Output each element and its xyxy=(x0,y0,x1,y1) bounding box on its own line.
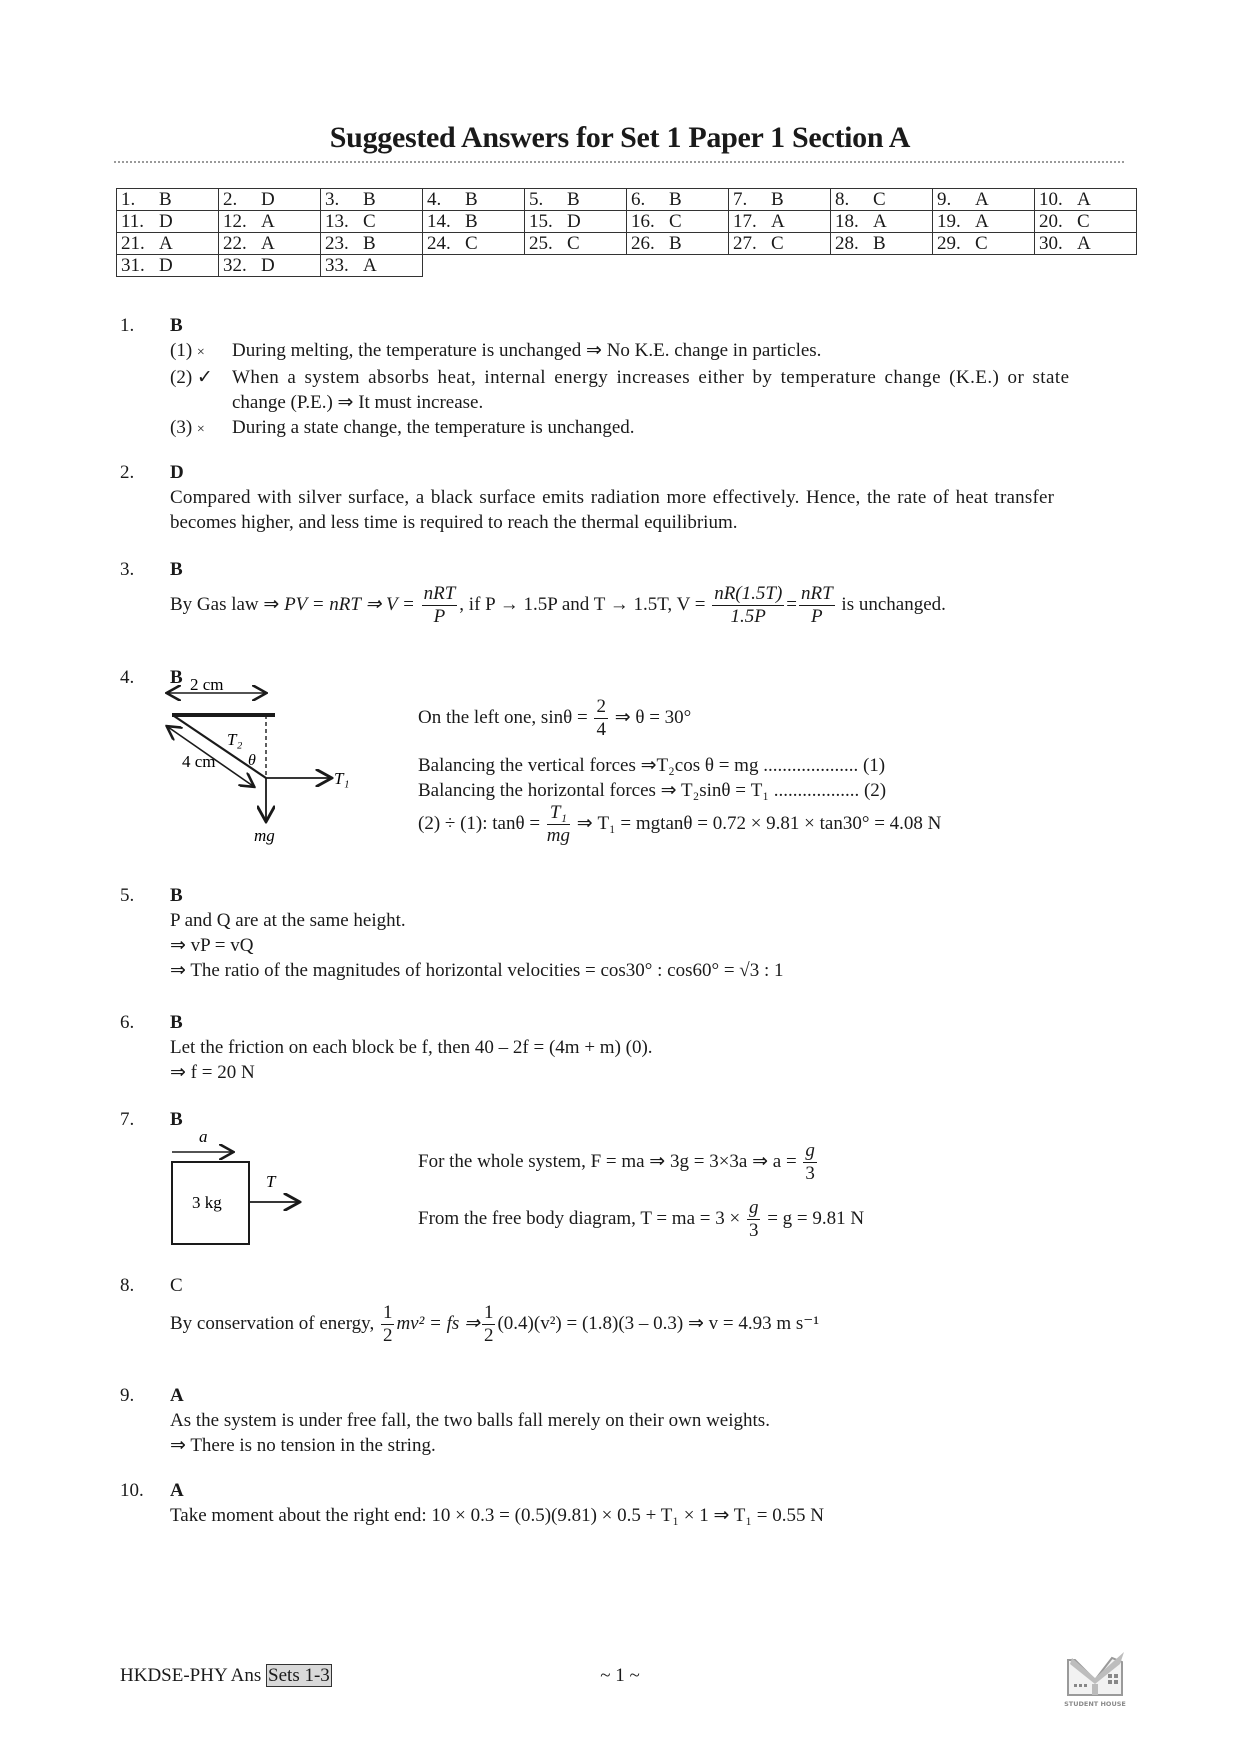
denominator: 3 xyxy=(748,1220,759,1241)
answer-cell xyxy=(321,233,423,255)
question-1 xyxy=(120,313,1130,438)
answer-cell xyxy=(117,189,219,211)
answer-number: 1. xyxy=(121,188,136,210)
answer-number: 16. xyxy=(631,210,655,232)
answer-letter: C xyxy=(873,188,886,210)
denominator: mg xyxy=(546,825,571,846)
answer-letter: B xyxy=(363,232,376,254)
fraction xyxy=(422,583,458,628)
answer-number: 30. xyxy=(1039,232,1063,254)
equation-text: is unchanged. xyxy=(836,593,946,615)
answer-number: 2. xyxy=(223,188,238,210)
question-answer: B xyxy=(170,559,183,580)
numerator: g xyxy=(805,1140,815,1161)
answer-letter: A xyxy=(261,210,275,232)
denominator: 4 xyxy=(596,719,606,740)
statement-label: (3) xyxy=(170,417,193,438)
question-number: 4. xyxy=(120,667,135,688)
equation-text: = xyxy=(786,593,797,615)
answer-number: 33. xyxy=(325,254,349,276)
question-number: 9. xyxy=(120,1385,135,1406)
explanation-line: ⇒ f = 20 N xyxy=(170,1062,255,1083)
numerator: 1 xyxy=(483,1302,494,1323)
answer-number: 25. xyxy=(529,232,553,254)
empty-cell xyxy=(933,255,1035,277)
statement-label: (1) xyxy=(170,340,193,361)
label-a: a xyxy=(199,1127,208,1146)
answer-cell xyxy=(729,211,831,233)
explanation-line: ⇒ vP = vQ xyxy=(170,935,254,956)
question-9 xyxy=(120,1383,1130,1463)
empty-cell xyxy=(831,255,933,277)
statement-continuation: change (P.E.) ⇒ It must increase. xyxy=(232,392,484,413)
numerator: g xyxy=(748,1197,759,1218)
answer-cell xyxy=(933,189,1035,211)
answer-row xyxy=(117,233,1137,255)
question-answer: B xyxy=(170,315,183,336)
equation-text: (2) ÷ (1): tanθ = xyxy=(418,812,541,834)
equation-text: , if P → 1.5P and T → 1.5T, V = xyxy=(459,593,706,615)
answer-cell xyxy=(831,211,933,233)
answer-number: 13. xyxy=(325,210,349,232)
equation-text: ⇒ θ = 30° xyxy=(614,706,692,728)
answer-cell xyxy=(219,189,321,211)
student-house-logo-icon xyxy=(1060,1650,1130,1710)
answer-number: 17. xyxy=(733,210,757,232)
label-theta: θ xyxy=(248,752,256,769)
answer-row xyxy=(117,189,1137,211)
label-mass: 3 kg xyxy=(192,1193,222,1212)
fraction xyxy=(799,583,835,628)
answer-number: 14. xyxy=(427,210,451,232)
question-answer: D xyxy=(170,462,184,483)
answer-letter: D xyxy=(159,254,173,276)
answer-letter: C xyxy=(363,210,376,232)
explanation-line: Take moment about the right end: 10 × 0.3 = (0.5)(9.81) × 0.5 + T₁ × 1 ⇒ T₁ = 0.55 N xyxy=(170,1505,824,1526)
answer-number: 3. xyxy=(325,188,340,210)
answer-letter: A xyxy=(261,232,275,254)
answer-letter: D xyxy=(261,188,275,210)
answer-letter: C xyxy=(465,232,478,254)
answer-cell xyxy=(117,255,219,277)
fraction xyxy=(594,696,608,741)
answer-number: 11. xyxy=(121,210,145,232)
footer-sets-box: Sets 1-3 xyxy=(268,1665,330,1686)
empty-cell xyxy=(729,255,831,277)
question-answer: C xyxy=(170,1275,183,1296)
answer-cell xyxy=(423,189,525,211)
equation-text: PV = nRT ⇒ V = xyxy=(284,593,415,615)
answer-letter: B xyxy=(669,188,682,210)
equation-text: By Gas law ⇒ xyxy=(170,593,285,615)
explanation-line: becomes higher, and less time is required to reach the thermal equilibrium. xyxy=(170,512,738,533)
question-3 xyxy=(120,557,1130,637)
equation-text: = g = 9.81 N xyxy=(767,1207,865,1229)
cross-icon: × xyxy=(196,422,205,437)
numerator: nR(1.5T) xyxy=(714,583,783,604)
label-4cm: 4 cm xyxy=(182,752,216,771)
fraction xyxy=(547,802,570,847)
statement-label: (2) xyxy=(170,367,193,388)
denominator: P xyxy=(811,606,823,627)
answer-letter: D xyxy=(261,254,275,276)
answer-number: 7. xyxy=(733,188,748,210)
answer-letter: A xyxy=(975,188,989,210)
answer-number: 32. xyxy=(223,254,247,276)
numerator: T₁ xyxy=(547,802,570,825)
answer-number: 8. xyxy=(835,188,850,210)
answer-letter: A xyxy=(1077,232,1091,254)
answer-cell xyxy=(627,211,729,233)
page-title: Suggested Answers for Set 1 Paper 1 Section A xyxy=(329,121,911,154)
answer-cell xyxy=(933,211,1035,233)
question-5 xyxy=(120,883,1130,993)
equation-text: By conservation of energy, xyxy=(170,1312,379,1334)
explanation-line: ⇒ There is no tension in the string. xyxy=(170,1435,436,1456)
question-10 xyxy=(120,1478,1130,1538)
question-answer: B xyxy=(170,885,183,906)
answer-letter: D xyxy=(159,210,173,232)
answer-number: 6. xyxy=(631,188,646,210)
question-number: 3. xyxy=(120,559,135,580)
answer-letter: A xyxy=(975,210,989,232)
answer-cell xyxy=(423,233,525,255)
label-t1: T₁ xyxy=(334,769,350,788)
answer-letter: A xyxy=(1077,188,1091,210)
question-2 xyxy=(120,460,1130,540)
explanation-line: As the system is under free fall, the two balls fall merely on their own weights. xyxy=(170,1410,770,1431)
answer-number: 27. xyxy=(733,232,757,254)
answer-cell xyxy=(627,233,729,255)
label-t2: T₂ xyxy=(227,730,243,749)
answer-cell xyxy=(831,233,933,255)
equation-text: mv² = fs ⇒ xyxy=(396,1312,480,1334)
question-number: 10. xyxy=(120,1480,144,1501)
statement-text: During melting, the temperature is unchanged ⇒ No K.E. change in particles. xyxy=(232,340,822,361)
answer-number: 18. xyxy=(835,210,859,232)
answer-number: 26. xyxy=(631,232,655,254)
answer-cell xyxy=(321,255,423,277)
answer-letter: B xyxy=(363,188,376,210)
answer-letter: C xyxy=(567,232,580,254)
fraction xyxy=(712,583,784,628)
numerator: 2 xyxy=(596,696,606,717)
answer-number: 19. xyxy=(937,210,961,232)
question-8 xyxy=(120,1273,1130,1353)
answer-letter: C xyxy=(1077,210,1090,232)
answer-cell xyxy=(525,189,627,211)
answer-number: 28. xyxy=(835,232,859,254)
answer-number: 22. xyxy=(223,232,247,254)
question-number: 8. xyxy=(120,1275,135,1296)
statement-2 xyxy=(170,365,1130,390)
answer-cell xyxy=(219,255,321,277)
answer-grid xyxy=(116,188,1137,277)
answer-row xyxy=(117,255,1137,277)
equation-text: On the left one, sinθ = xyxy=(418,706,588,728)
question-number: 6. xyxy=(120,1012,135,1033)
empty-cell xyxy=(1035,255,1137,277)
answer-letter: B xyxy=(567,188,580,210)
answer-letter: C xyxy=(669,210,682,232)
statement-3 xyxy=(170,415,1130,442)
question-number: 5. xyxy=(120,885,135,906)
answer-cell xyxy=(219,233,321,255)
answer-letter: B xyxy=(465,210,478,232)
denominator: 3 xyxy=(805,1163,815,1184)
force-diagram-q4 xyxy=(160,675,360,845)
empty-cell xyxy=(627,255,729,277)
answer-number: 23. xyxy=(325,232,349,254)
answer-cell xyxy=(525,211,627,233)
fraction xyxy=(482,1302,496,1347)
explanation-line: ⇒ The ratio of the magnitudes of horizontal velocities = cos30° : cos60° = √3 : 1 xyxy=(170,960,784,981)
answer-letter: B xyxy=(669,232,682,254)
free-body-diagram-q7 xyxy=(160,1128,310,1253)
denominator: 2 xyxy=(382,1325,393,1346)
equation-text: ⇒ T₁ = mgtanθ = 0.72 × 9.81 × tan30° = 4.08 N xyxy=(576,812,942,834)
numerator: nRT xyxy=(800,583,833,604)
energy-equation xyxy=(170,1302,1130,1347)
question-answer: A xyxy=(170,1385,184,1406)
answer-letter: C xyxy=(771,232,784,254)
explanation-line: Let the friction on each block be f, then 40 – 2f = (4m + m) (0). xyxy=(170,1037,653,1058)
answer-cell xyxy=(117,233,219,255)
answer-cell xyxy=(423,211,525,233)
answer-number: 9. xyxy=(937,188,952,210)
label-2cm: 2 cm xyxy=(190,675,224,694)
answer-letter: B xyxy=(873,232,886,254)
answer-letter: B xyxy=(771,188,784,210)
equation-text: For the whole system, F = ma ⇒ 3g = 3×3a ⇒ a = xyxy=(418,1150,797,1172)
answer-letter: B xyxy=(465,188,478,210)
question-number: 1. xyxy=(120,315,135,336)
explanation-line: Compared with silver surface, a black surface emits radiation more effectively. Hence, the rate of heat transfer xyxy=(170,487,1055,508)
answer-number: 10. xyxy=(1039,188,1063,210)
answer-cell xyxy=(1035,189,1137,211)
answer-cell xyxy=(321,211,423,233)
answer-number: 12. xyxy=(223,210,247,232)
answer-letter: B xyxy=(159,188,172,210)
answer-letter: D xyxy=(567,210,581,232)
fraction xyxy=(747,1197,761,1242)
answer-number: 29. xyxy=(937,232,961,254)
question-7-solution xyxy=(418,1140,1118,1250)
label-mg: mg xyxy=(254,826,275,845)
denominator: 1.5P xyxy=(730,606,766,627)
question-4-solution xyxy=(418,696,1118,856)
numerator: 1 xyxy=(382,1302,393,1323)
question-answer: A xyxy=(170,1480,184,1501)
solution-line: Balancing the vertical forces ⇒T₂cos θ = mg .................... (1) xyxy=(418,755,886,776)
answer-letter: A xyxy=(771,210,785,232)
explanation-line: P and Q are at the same height. xyxy=(170,910,406,931)
label-tension: T xyxy=(266,1172,276,1191)
answer-cell xyxy=(933,233,1035,255)
statement-text: During a state change, the temperature is unchanged. xyxy=(232,417,635,438)
fraction xyxy=(803,1140,817,1185)
answer-row xyxy=(117,211,1137,233)
question-answer: B xyxy=(170,1012,183,1033)
answer-cell xyxy=(321,189,423,211)
answer-number: 5. xyxy=(529,188,544,210)
footer-label: HKDSE-PHY Ans xyxy=(120,1665,262,1686)
answer-letter: A xyxy=(873,210,887,232)
equation-text: From the free body diagram, T = ma = 3 × xyxy=(418,1207,741,1229)
answer-cell xyxy=(831,189,933,211)
solution-line xyxy=(418,1140,819,1185)
question-answer: B xyxy=(170,1109,183,1130)
answer-number: 15. xyxy=(529,210,553,232)
solution-line xyxy=(418,696,691,741)
statement-text: When a system absorbs heat, internal energy increases either by temperature change (K.E.) or state xyxy=(232,367,1070,388)
answer-cell xyxy=(627,189,729,211)
question-number: 2. xyxy=(120,462,135,483)
denominator: P xyxy=(433,606,446,627)
check-icon: ✓ xyxy=(196,367,213,388)
answer-letter: A xyxy=(159,232,173,254)
answer-letter: C xyxy=(975,232,988,254)
cross-icon: × xyxy=(196,345,205,360)
logo-text: STUDENT HOUSE xyxy=(1064,1700,1126,1708)
answer-number: 24. xyxy=(427,232,451,254)
numerator: nRT xyxy=(423,583,456,604)
solution-line: Balancing the horizontal forces ⇒ T₂sinθ = T₁ .................. (2) xyxy=(418,780,887,801)
gas-law-equation xyxy=(170,583,1130,628)
empty-cell xyxy=(423,255,525,277)
answer-cell xyxy=(525,233,627,255)
question-answer: B xyxy=(170,667,183,688)
answer-cell xyxy=(729,189,831,211)
answer-number: 4. xyxy=(427,188,442,210)
answer-number: 31. xyxy=(121,254,145,276)
answer-cell xyxy=(1035,211,1137,233)
statement-1 xyxy=(170,338,1130,365)
denominator: 2 xyxy=(483,1325,494,1346)
question-number: 7. xyxy=(120,1109,135,1130)
fraction xyxy=(381,1302,395,1347)
empty-cell xyxy=(525,255,627,277)
page-number: ~ 1 ~ xyxy=(600,1665,640,1686)
question-6 xyxy=(120,1010,1130,1090)
title-divider xyxy=(114,161,1124,163)
equation-text: (0.4)(v²) = (1.8)(3 – 0.3) ⇒ v = 4.93 m s⁻¹ xyxy=(497,1312,820,1334)
answer-letter: A xyxy=(363,254,377,276)
answer-cell xyxy=(1035,233,1137,255)
answer-cell xyxy=(117,211,219,233)
answer-number: 20. xyxy=(1039,210,1063,232)
answer-number: 21. xyxy=(121,232,145,254)
answer-cell xyxy=(729,233,831,255)
solution-line xyxy=(418,1197,864,1242)
answer-cell xyxy=(219,211,321,233)
solution-line xyxy=(418,802,941,847)
